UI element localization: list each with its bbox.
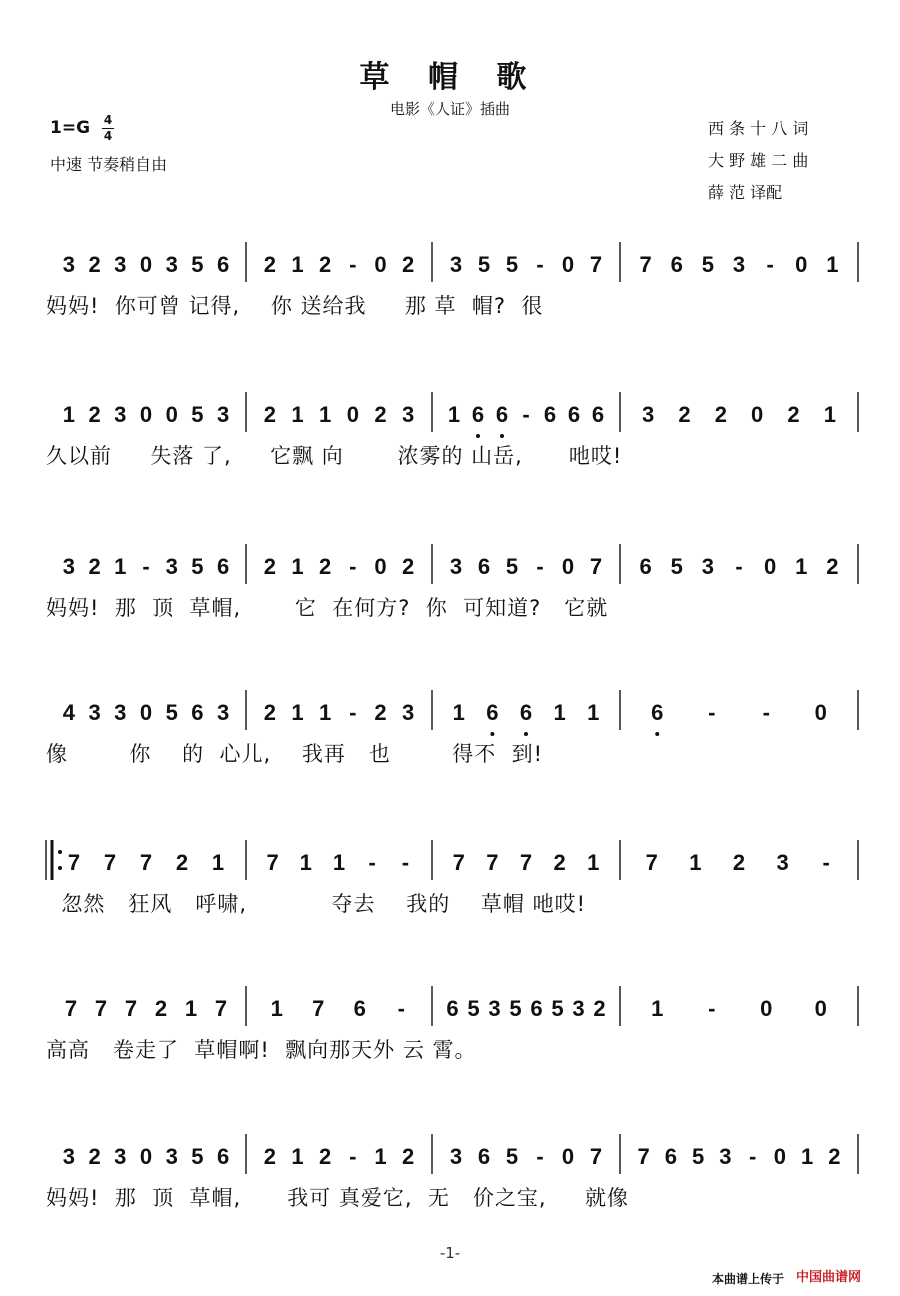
time-signature-top: 4	[103, 113, 113, 127]
note: 5	[165, 700, 178, 725]
note: 2	[263, 1144, 276, 1169]
note: 6	[471, 402, 485, 427]
note: 0	[795, 252, 808, 277]
note: 1	[62, 402, 75, 427]
note: 7	[94, 996, 108, 1021]
note: 6	[477, 1144, 491, 1169]
note: 0	[751, 402, 764, 427]
note: 1	[795, 554, 808, 579]
note: -	[522, 402, 530, 427]
lyricist-credit: 西 条 十 八 词	[708, 119, 809, 138]
note: -	[142, 554, 150, 579]
note: -	[536, 554, 544, 579]
note: 2	[88, 1144, 101, 1169]
page-number: -1-	[439, 1244, 461, 1262]
note: 3	[88, 700, 101, 725]
note: 1	[270, 996, 283, 1021]
note: 0	[139, 252, 153, 277]
note: 5	[692, 1144, 705, 1169]
note: 2	[319, 554, 332, 579]
note: 3	[165, 252, 178, 277]
note: 7	[589, 1144, 603, 1169]
note: 3	[217, 402, 230, 427]
note: 1	[689, 850, 702, 875]
note: 5	[505, 1144, 519, 1169]
note: 1	[319, 700, 332, 725]
note: -	[735, 554, 743, 579]
note: 2	[826, 554, 839, 579]
note: 6	[495, 402, 509, 427]
note: 6	[477, 554, 491, 579]
note: 0	[760, 996, 773, 1021]
octave-dot	[490, 732, 494, 736]
note: 5	[191, 252, 204, 277]
note: 6	[670, 252, 683, 277]
note: 3	[114, 700, 127, 725]
note: 2	[374, 700, 387, 725]
note: 1	[553, 700, 566, 725]
note: -	[536, 1144, 544, 1169]
note: -	[397, 996, 405, 1021]
note: 7	[637, 1144, 650, 1169]
note: 1	[291, 700, 304, 725]
note: 6	[217, 252, 230, 277]
note: 0	[561, 1144, 575, 1169]
note: 7	[103, 850, 117, 875]
note: 2	[263, 402, 276, 427]
note: 0	[561, 252, 575, 277]
note: 2	[319, 1144, 332, 1169]
composer-credit: 大 野 雄 二 曲	[708, 151, 809, 170]
note: 3	[62, 554, 75, 579]
note: 6	[567, 402, 581, 427]
time-signature-bottom: 4	[103, 129, 113, 143]
note: 3	[114, 402, 127, 427]
note: 1	[299, 850, 312, 875]
key-signature: 1=G	[50, 118, 91, 138]
note: 0	[561, 554, 575, 579]
note: 3	[114, 1144, 127, 1169]
note: 0	[374, 554, 387, 579]
note: 4	[62, 700, 75, 725]
note: 1	[332, 850, 346, 875]
note: 3	[449, 554, 463, 579]
note: 3	[217, 700, 230, 725]
note: 2	[154, 996, 168, 1021]
note: 0	[814, 996, 827, 1021]
note: -	[349, 554, 357, 579]
note: 5	[509, 996, 522, 1021]
note: 7	[452, 850, 465, 875]
note: 2	[263, 554, 276, 579]
note: 7	[124, 996, 138, 1021]
note: 3	[701, 554, 714, 579]
note: 6	[353, 996, 366, 1021]
note: 6	[651, 700, 664, 725]
note: 2	[88, 554, 101, 579]
note: 6	[543, 402, 557, 427]
translator-credit: 薛 范 译配	[708, 183, 783, 202]
note: 1	[291, 1144, 304, 1169]
note: 6	[519, 700, 533, 725]
lyric-line: 久以前 失落 了, 它飘 向 浓雾的 山岳, 吔哎!	[46, 444, 623, 468]
note: 3	[402, 402, 415, 427]
repeat-dot	[58, 850, 62, 854]
lyric-line: 高高 卷走了 草帽啊! 飘向那天外 云 霄。	[46, 1038, 477, 1062]
note: -	[536, 252, 544, 277]
note: 3	[488, 996, 501, 1021]
note: 6	[191, 700, 204, 725]
note: 3	[114, 252, 127, 277]
note: -	[349, 1144, 357, 1169]
note: 1	[291, 554, 304, 579]
note: 2	[319, 252, 332, 277]
note: -	[708, 700, 716, 725]
note: 1	[291, 402, 304, 427]
repeat-dot	[58, 866, 62, 870]
note: -	[748, 1144, 757, 1169]
note: 3	[449, 252, 463, 277]
tempo-marking: 中速 节奏稍自由	[50, 155, 168, 174]
note: 3	[165, 554, 178, 579]
note: 7	[64, 996, 78, 1021]
song-subtitle: 电影《人证》插曲	[389, 100, 510, 118]
note: -	[401, 850, 410, 875]
note: -	[708, 996, 716, 1021]
note: 7	[312, 996, 325, 1021]
note: 1	[211, 850, 225, 875]
note: 0	[773, 1144, 786, 1169]
octave-dot	[476, 434, 480, 438]
lyric-line: 像 你 的 心儿, 我再 也 得不 到!	[46, 742, 544, 766]
note: 1	[823, 402, 836, 427]
note: 2	[402, 554, 415, 579]
note: 1	[587, 850, 600, 875]
note: 5	[505, 252, 519, 277]
note: 0	[139, 1144, 153, 1169]
note: 3	[62, 252, 75, 277]
upload-note: 本曲谱上传于	[712, 1272, 785, 1286]
note: 7	[486, 850, 499, 875]
note: 7	[214, 996, 228, 1021]
note: 3	[719, 1144, 732, 1169]
note: 2	[593, 996, 606, 1021]
octave-dot	[524, 732, 528, 736]
site-logo: 中国曲谱网	[796, 1270, 862, 1285]
note: 2	[787, 402, 800, 427]
note: 1	[291, 252, 304, 277]
note: 0	[346, 402, 359, 427]
note: 5	[191, 554, 204, 579]
note: -	[368, 850, 376, 875]
note: 5	[467, 996, 480, 1021]
note: -	[766, 252, 774, 277]
note: 1	[651, 996, 664, 1021]
note: 6	[486, 700, 499, 725]
note: 5	[191, 402, 204, 427]
note: 1	[319, 402, 332, 427]
octave-dot	[655, 732, 659, 736]
note: 1	[587, 700, 600, 725]
note: 7	[639, 252, 652, 277]
note: 2	[263, 252, 276, 277]
note: 6	[217, 554, 230, 579]
note: 0	[814, 700, 827, 725]
note: 2	[714, 402, 727, 427]
note: 1	[447, 402, 461, 427]
note: 6	[639, 554, 652, 579]
note: 2	[175, 850, 189, 875]
note: 1	[826, 252, 839, 277]
note: 2	[828, 1144, 841, 1169]
note: 3	[402, 700, 415, 725]
note: 2	[263, 700, 276, 725]
note: 3	[642, 402, 655, 427]
note: 5	[701, 252, 714, 277]
note: 1	[374, 1144, 387, 1169]
note: 3	[62, 1144, 75, 1169]
note: 7	[139, 850, 153, 875]
note: -	[349, 252, 357, 277]
note: 5	[191, 1144, 204, 1169]
note: 7	[67, 850, 81, 875]
time-signature	[102, 114, 114, 143]
note: 6	[664, 1144, 677, 1169]
note: 5	[551, 996, 564, 1021]
note: 1	[801, 1144, 814, 1169]
note: 3	[572, 996, 585, 1021]
note: 5	[477, 252, 491, 277]
note: 2	[88, 252, 101, 277]
note: 6	[530, 996, 543, 1021]
octave-dot	[500, 434, 504, 438]
note: 7	[645, 850, 658, 875]
note: 6	[591, 402, 605, 427]
note: 3	[732, 252, 746, 277]
note: 0	[165, 402, 178, 427]
note: 3	[449, 1144, 463, 1169]
note: 5	[505, 554, 519, 579]
note: 1	[184, 996, 198, 1021]
note: 7	[266, 850, 279, 875]
note: 0	[139, 700, 153, 725]
note: 1	[452, 700, 465, 725]
lyric-line: 忽然 狂风 呼啸, 夺去 我的 草帽 吔哎!	[46, 892, 587, 916]
note: 7	[589, 554, 603, 579]
note: 0	[139, 402, 153, 427]
note: 2	[374, 402, 387, 427]
lyric-line: 妈妈! 那 顶 草帽, 我可 真爱它, 无 价之宝, 就像	[46, 1186, 629, 1210]
note: 2	[678, 402, 691, 427]
note: 2	[402, 252, 415, 277]
lyric-line: 妈妈! 那 顶 草帽, 它 在何方? 你 可知道? 它就	[46, 596, 609, 620]
note: 0	[764, 554, 777, 579]
note: 6	[446, 996, 459, 1021]
note: -	[762, 700, 770, 725]
note: 2	[553, 850, 566, 875]
note: 5	[670, 554, 683, 579]
note: -	[349, 700, 357, 725]
note: 3	[165, 1144, 178, 1169]
note: 2	[402, 1144, 415, 1169]
note: 7	[519, 850, 533, 875]
lyric-line: 妈妈! 你可曾 记得, 你 送给我 那 草 帽? 很	[46, 294, 544, 318]
note: 6	[217, 1144, 230, 1169]
note: 2	[88, 402, 101, 427]
note: -	[822, 850, 830, 875]
song-title: 草 帽 歌	[359, 60, 541, 95]
note: 0	[374, 252, 387, 277]
note: 3	[776, 850, 789, 875]
note: 1	[114, 554, 127, 579]
note: 2	[732, 850, 746, 875]
note: 7	[589, 252, 603, 277]
